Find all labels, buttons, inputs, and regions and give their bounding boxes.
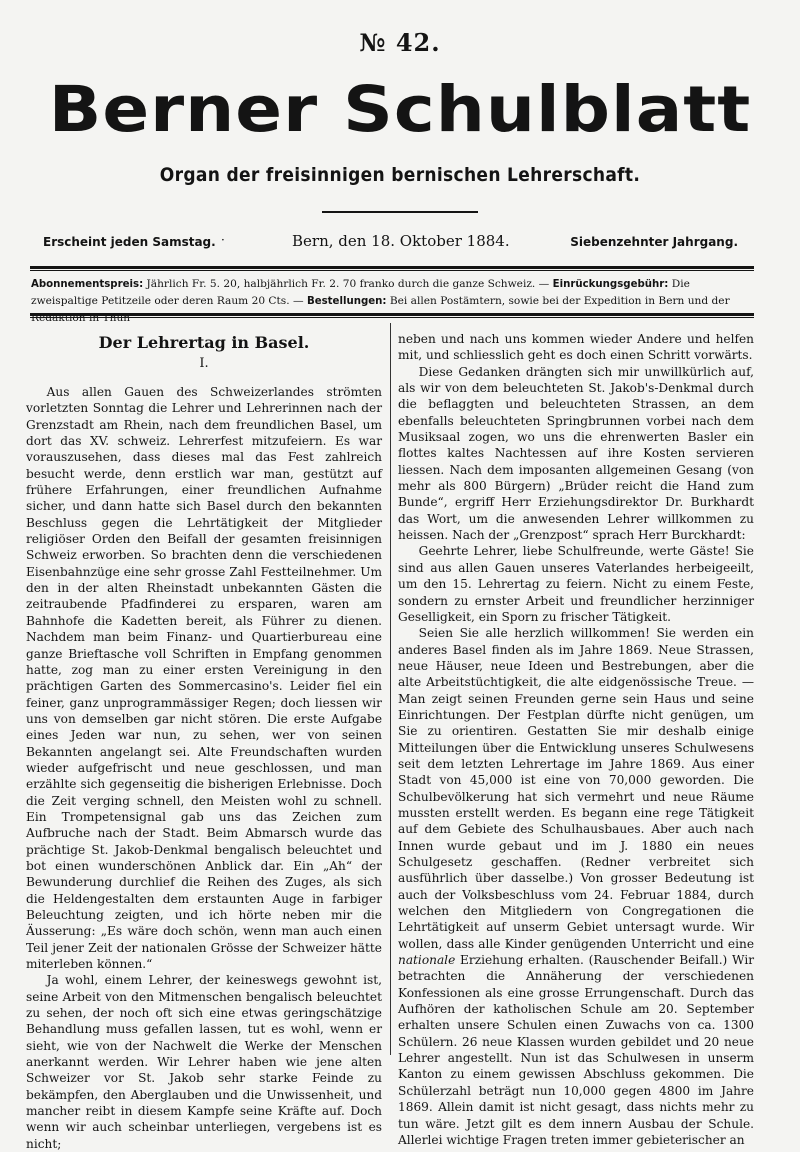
speech-paragraph xyxy=(398,625,754,1148)
subscription-label: Abonnementspreis: xyxy=(31,279,144,290)
publication-frequency: Erscheint jeden Samstag. xyxy=(43,235,216,249)
article-title: Der Lehrertag in Basel. xyxy=(98,333,310,352)
volume-year: Siebenzehnter Jahrgang. xyxy=(570,235,738,249)
article-paragraph: Diese Gedanken drängten sich mir unwillkürlich auf, als wir von dem beleuchteten St. Jakob's-Denkmal durch die beflaggten und beleuchteten Strassen, an dem ebenfalls beleuchteten Springbrunnen vorbei nach dem Musiksaal zogen, wo uns die ehrenwerten Basler ein flottes kaltes Nachtessen auf ihre Kosten servieren liessen. Nach dem imposanten allgemeinen Gesang (von mehr als 800 Bürgern) „Brüder reicht die Hand zum Bunde“, ergriff Herr Erziehungsdirektor Dr. Burkhardt das Wort, um die anwesenden Lehrer willkommen zu heissen. Nach der „Grenzpost“ sprach Herr Burckhardt: xyxy=(398,364,754,543)
orders-label: Bestellungen: xyxy=(306,296,387,307)
speech-text: Seien Sie alle herzlich willkommen! Sie werden ein anderes Basel finden als im Jahre 1869. Neue Strassen, neue Häuser, neue Ideen und Bestrebungen, aber die alte Arbeitstüchtigkeit, die alte eidgenössische Treue. — Man zeigt seinen Freunden gerne sein Haus und seine Einrichtungen. Der Festplan dürfte nicht genügen, um Sie zu orientiren. Gestatten Sie mir deshalb einige Mitteilungen über die Entwicklung unseres Schulwesens seit dem letzten Lehrertage im Jahre 1869. Aus einer Stadt von 45,000 ist eine von 70,000 geworden. Die Schulbevölkerung hat sich vermehrt und neue Räume mussten erstellt werden. Es begann eine rege Tätigkeit auf dem Gebiete des Schulhausbaues. Aber auch nach Innen wurde gebaut und im J. 1880 ein neues Schulgesetz geschaffen. (Redner verbreitet sich ausführlich über dasselbe.) Von grosser Bedeutung ist auch der Volksbeschluss vom 24. Februar 1884, durch welchen den Mitgliedern von Congregationen die Lehrtätigkeit auf unserm Gebiet untersagt wurde. Wir wollen, dass alle Kinder genügenden Unterricht und eine xyxy=(398,626,754,951)
info-separator-dot: · xyxy=(221,233,225,247)
issue-number: № 42. xyxy=(359,28,441,57)
right-column xyxy=(398,331,754,1148)
article-paragraph-continued: neben und nach uns kommen wieder Andere und helfen mit, und schliesslich geht es doch einen Schritt vorwärts. xyxy=(398,332,754,363)
issue-date: Bern, den 18. Oktober 1884. xyxy=(292,232,510,250)
column-divider xyxy=(390,323,391,1055)
speech-text: Erziehung erhalten. (Rauschender Beifall.) Wir betrachten die Annäherung der verschiedenen Konfessionen als eine grosse Errungenschaft. Durch das Aufhören der katholischen Schule am 20. September erhalten unsere Schulen einen Zuwachs von ca. 1300 Schülern. 26 neue Klassen wurden gebildet und 20 neue Lehrer angestellt. Nun ist das Schulwesen in unserm Kanton zu einem gewissen Abschluss gekommen. Die Schülerzahl beträgt nun 10,000 gegen 4800 im Jahre 1869. Allein damit ist nicht gesagt, dass nichts mehr zu tun wäre. Jetzt gilt es dem innern Ausbau der Schule. Allerlei wichtige Fragen treten immer gebieterischer an xyxy=(398,953,755,1147)
article-section-number: I. xyxy=(199,356,209,371)
ad-fee-label: Einrückungsgebühr: xyxy=(552,279,669,290)
left-column xyxy=(26,330,382,1152)
speech-paragraph: Geehrte Lehrer, liebe Schulfreunde, werte Gäste! Sie sind aus allen Gauen unseres Vaterlandes herbeigeeilt, um den 15. Lehrertag zu feiern. Nicht zu einem Feste, sondern zu ernster Arbeit und freundlicher herzinniger Geselligkeit, ein Sporn zu frischer Tätigkeit. xyxy=(398,544,754,624)
newspaper-title: Berner Schulblatt xyxy=(48,73,752,147)
newspaper-subtitle: Organ der freisinnigen bernischen Lehrerschaft. xyxy=(159,164,641,186)
orders-text: Bei allen Postämtern, sowie bei der Expedition in Bern und der Redaktion in Thun xyxy=(31,295,730,324)
masthead-divider xyxy=(322,211,478,213)
article-paragraph: Aus allen Gauen des Schweizerlandes strömten vorletzten Sonntag die Lehrer und Lehrerinnen nach der Grenzstadt am Rhein, nach dem freundlichen Basel, um dort das XV. schweiz. Lehrerfest mitzufeiern. Es war vorauszusehen, dass dieses mal das Fest zahlreich besucht werde, denn erstlich war man, gestützt auf frühere Erfahrungen, einer freundlichen Aufnahme sicher, und dann hatte sich Basel durch den bekannten Beschluss gegen die Lehrtätigkeit der Mitglieder religiöser Orden den Beifall der gesamten freisinnigen Schweiz erworben. So brachten denn die verschiedenen Eisenbahnzüge eine sehr grosse Zahl Festteilnehmer. Um den in der alten Rheinstadt unbekannten Gästen die zeitraubende Pfadfinderei zu ersparen, waren am Bahnhofe die Kadetten bereit, als Führer zu dienen. Nachdem man beim Finanz- und Quartierbureau eine ganze Brieftasche voll Schriften in Empfang genommen hatte, zog man zu einer ersten Vereinigung in den prächtigen Garten des Sommercasino's. Leider fiel ein feiner, ganz unprogrammässiger Regen; doch liessen wir uns von demselben gar nicht stören. Die erste Aufgabe eines Jeden war nun, zu sehen, wer von seinen Bekannten angelangt sei. Alte Freundschaften wurden wieder aufgefrischt und neue geschlossen, und man erzählte sich gegenseitig die bisherigen Erlebnisse. Doch die Zeit verging schnell, den Meisten wohl zu schnell. Ein Trompetensignal gab uns das Zeichen zum Aufbruche nach der Stadt. Beim Abmarsch wurde das prächtige St. Jakob-Denkmal bengalisch beleuchtet und bot einen wunderschönen Anblick dar. Ein „Ah“ der Bewunderung durchlief die Reihen des Zuges, als sich die Heldengestalten dem erstaunten Auge in farbiger Beleuchtung zeigten, und ich hörte neben mir die Äusserung: „Es wäre doch schön, wenn man auch einen Teil jener Zeit der nationalen Grösse der Schweizer hätte miterleben können.“ xyxy=(26,385,382,972)
ad-fee-text: Die zweispaltige Petitzeile oder deren Raum 20 Cts. — xyxy=(31,278,690,307)
emphasized-word: nationale xyxy=(398,953,456,968)
article-paragraph: Ja wohl, einem Lehrer, der keineswegs gewohnt ist, seine Arbeit von den Mitmenschen bengalisch beleuchtet zu sehen, der noch oft sich eine etwas geringschätzige Behandlung muss gefallen lassen, tut es wohl, wenn er sieht, wie von der Nachwelt die Werke der Menschen anerkannt werden. Wir Lehrer haben wie jene alten Schweizer vor St. Jakob sehr starke Feinde zu bekämpfen, den Aberglauben und die Unwissenheit, und mancher reibt in diesem Kampfe seine Kräfte auf. Doch wenn wir auch scheinbar unterliegen, vergebens ist es nicht; xyxy=(26,973,382,1151)
subscription-text: Jährlich Fr. 5. 20, halbjährlich Fr. 2. 70 franko durch die ganze Schweiz. — xyxy=(146,278,550,290)
subscription-info xyxy=(31,276,756,327)
header-rule-bottom xyxy=(30,313,754,318)
header-rule-top xyxy=(30,266,754,271)
